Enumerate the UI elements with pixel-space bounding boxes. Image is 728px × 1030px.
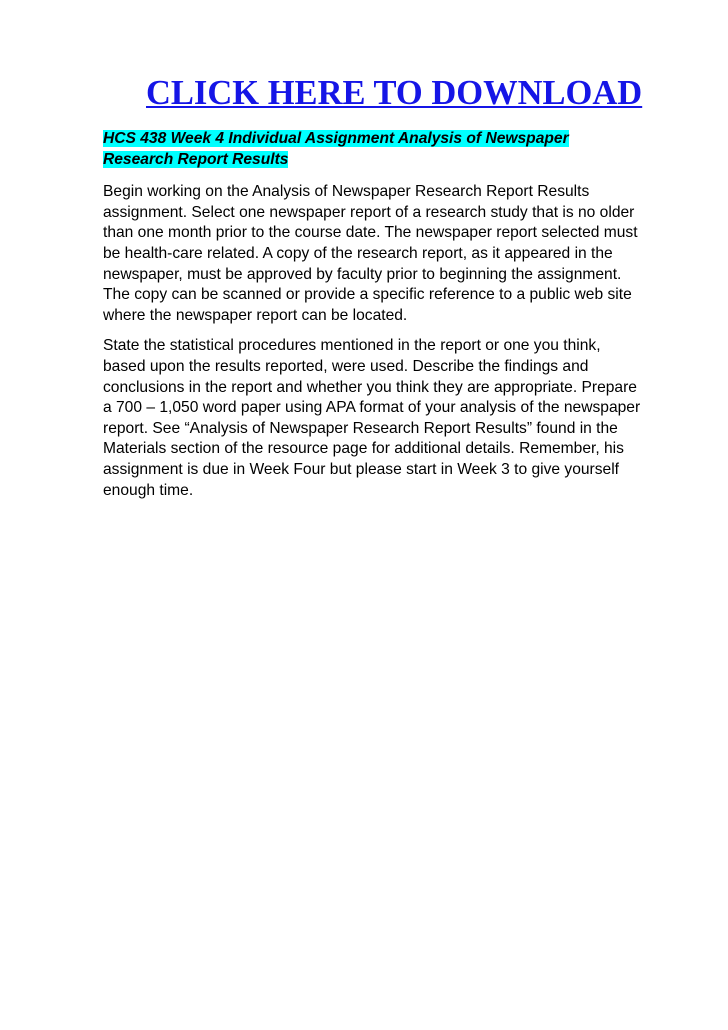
- paragraph-line: be health-care related. A copy of the research report, as it appeared in the: [103, 244, 613, 262]
- paragraph-line: assignment. Select one newspaper report of a research study that is no older: [103, 203, 635, 221]
- paragraph-line: Materials section of the resource page for additional details. Remember, his: [103, 440, 624, 458]
- document-body: [103, 129, 693, 511]
- assignment-title-line-1: HCS 438 Week 4 Individual Assignment Analysis of Newspaper: [103, 130, 569, 147]
- paragraph-line: The copy can be scanned or provide a specific reference to a public web site: [103, 286, 632, 304]
- paragraph-line: conclusions in the report and whether you think they are appropriate. Prepare: [103, 378, 637, 396]
- paragraph-line: based upon the results reported, were used. Describe the findings and: [103, 357, 589, 375]
- paragraph-requirements: [103, 336, 693, 501]
- paragraph-line: where the newspaper report can be located.: [103, 306, 408, 324]
- paragraph-line: than one month prior to the course date. The newspaper report selected must: [103, 224, 638, 242]
- paragraph-line: enough time.: [103, 481, 194, 499]
- paragraph-line: assignment is due in Week Four but please start in Week 3 to give yourself: [103, 460, 620, 478]
- assignment-title-line-2: Research Report Results: [103, 150, 289, 168]
- paragraph-line: Begin working on the Analysis of Newspaper Research Report Results: [103, 183, 590, 201]
- paragraph-line: a 700 – 1,050 word paper using APA format of your analysis of the newspaper: [103, 399, 641, 417]
- paragraph-line: State the statistical procedures mentioned in the report or one you think,: [103, 337, 601, 355]
- paragraph-line: newspaper, must be approved by faculty prior to beginning the assignment.: [103, 265, 622, 283]
- assignment-title: [103, 129, 693, 170]
- download-link[interactable]: CLICK HERE TO DOWNLOAD: [146, 74, 643, 112]
- paragraph-instructions: [103, 182, 693, 326]
- paragraph-line: report. See “Analysis of Newspaper Research Report Results” found in the: [103, 419, 618, 437]
